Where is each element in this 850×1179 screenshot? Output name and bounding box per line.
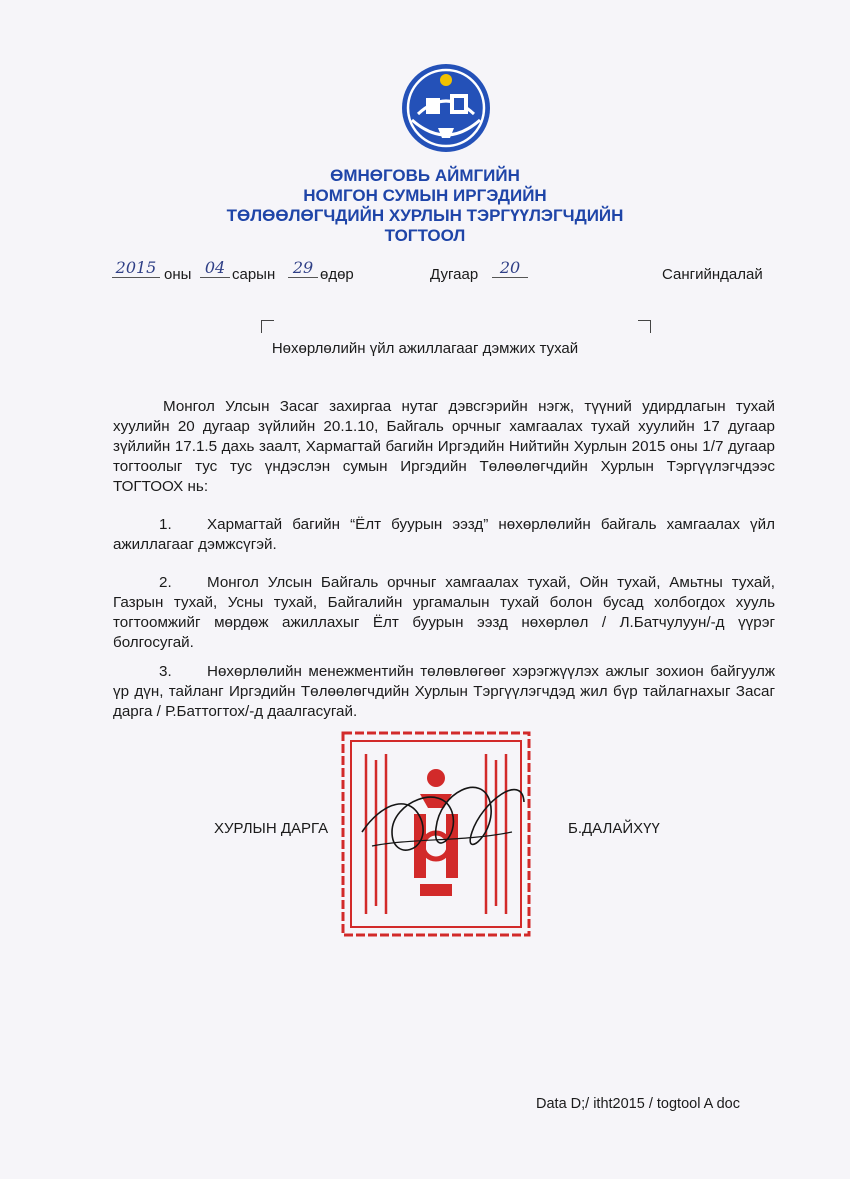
date-year: 2015 (112, 258, 160, 278)
date-month: 04 (200, 258, 230, 278)
handwritten-signature-icon (352, 762, 532, 882)
item-number: 1. (159, 516, 172, 533)
heading-line-resolution: ТОГТООЛ (384, 226, 466, 245)
state-emblem-icon (398, 58, 494, 154)
preamble-text: Монгол Улсын Засаг захиргаа нутаг дэвсгэрийн нэгж, түүний удирдлагын тухай хуулийн 20 дугаар зүйлийн 20.1.10, Байгаль орчныг хамгаалах тухай хуулийн 17 дугаар зүйлийн 17.1.5 дахь заалт, Хармагтай багийн Иргэдийн Нийтийн Хурлын 2015 оны 1/7 дугаар тогтоолыг тус тус үндэслэн сумын Иргэдийн Төлөөлөгчдийн Хурлын Тэргүүлэгчдээс ТОГТООХ нь: (113, 398, 775, 495)
document-heading (0, 166, 850, 246)
item-number: 3. (159, 663, 172, 680)
heading-line-aimag: ӨМНӨГОВЬ АЙМГИЙН (330, 166, 520, 185)
resolution-item (113, 573, 775, 653)
date-day-label: өдөр (320, 266, 354, 283)
heading-line-council: ТӨЛӨӨЛӨГЧДИЙН ХУРЛЫН ТЭРГҮҮЛЭГЧДИЙН (226, 206, 624, 225)
subject-line: Нөхөрлөлийн үйл ажиллагааг дэмжих тухай (271, 340, 579, 357)
item-text: Монгол Улсын Байгаль орчныг хамгаалах тухай, Ойн тухай, Амьтны тухай, Газрын тухай, Усны тухай, Байгалийн ургамалын тухай болон бусад холбогдох хууль тогтоомжийг мөрдөж ажиллахыг Ёлт буурын ээзд нөхөрлөл / Л.Батчулуун/-д үүрэг болгосугай. (113, 574, 775, 651)
signatory-name: Б.ДАЛАЙХҮҮ (568, 820, 660, 837)
subject-bracket-right (638, 320, 651, 333)
preamble-paragraph (113, 397, 775, 497)
subject-bracket-left (261, 320, 274, 333)
item-number: 2. (159, 574, 172, 591)
dateline (112, 258, 772, 290)
date-day: 29 (288, 258, 318, 278)
file-path-footer: Data D;/ itht2015 / togtool A doc (536, 1096, 740, 1112)
number-label: Дугаар (430, 266, 479, 283)
item-text: Нөхөрлөлийн менежментийн төлөвлөгөөг хэрэгжүүлэх ажлыг зохион байгуулж үр дүн, тайланг Иргэдийн Төлөөлөгчдийн Хурлын Тэргүүлэгчдэд жил бүр тайлагнахыг Засаг дарга / Р.Баттогтох/-д даалгасугай. (113, 663, 775, 720)
date-year-label: оны (164, 266, 192, 283)
place-name: Сангийндалай (662, 266, 763, 283)
resolution-number: 20 (492, 258, 528, 278)
signatory-title: ХУРЛЫН ДАРГА (214, 820, 329, 837)
heading-line-sum: НОМГОН СУМЫН ИРГЭДИЙН (303, 186, 547, 205)
date-month-label: сарын (232, 266, 276, 283)
resolution-item (113, 515, 775, 555)
resolution-item (113, 662, 775, 722)
item-text: Хармагтай багийн “Ёлт буурын ээзд” нөхөрлөлийн байгаль хамгаалах үйл ажиллагааг дэмжсүгэй. (113, 516, 775, 553)
